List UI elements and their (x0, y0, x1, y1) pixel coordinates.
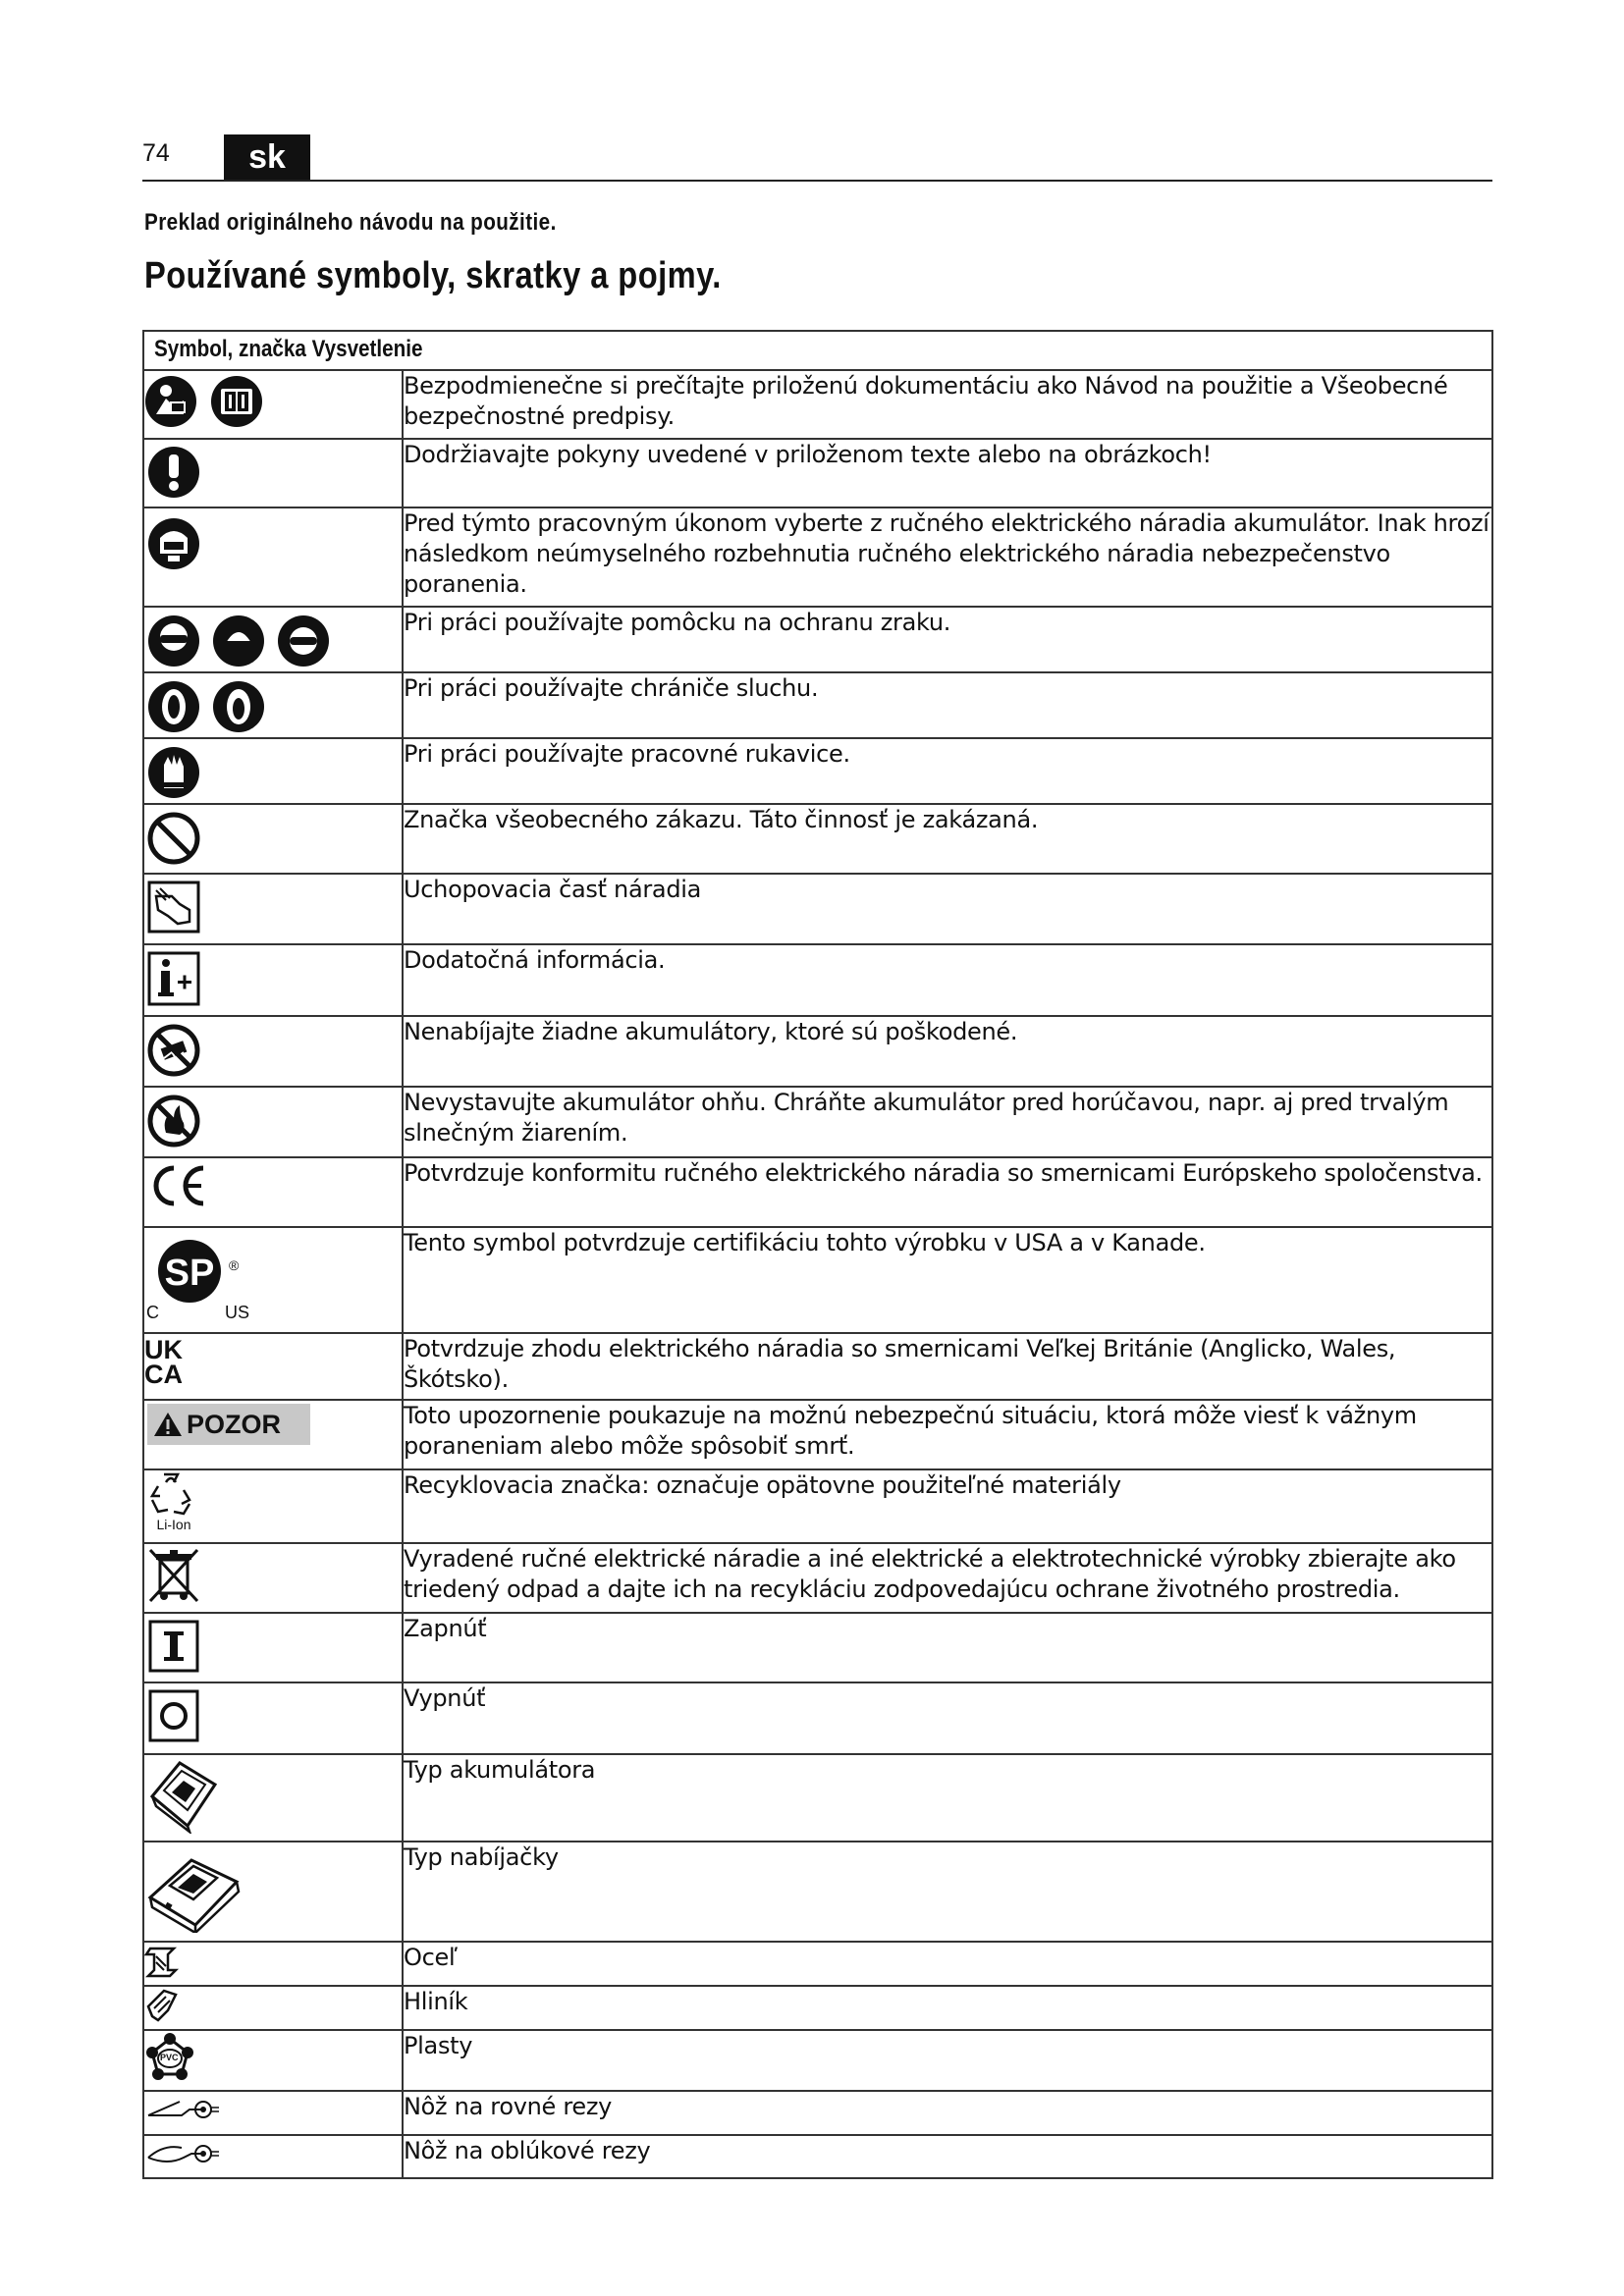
table-row (143, 370, 1492, 439)
table-row (143, 1469, 1492, 1543)
table-row (143, 1157, 1492, 1227)
table-row (143, 607, 1492, 672)
symbol-cell (143, 804, 403, 874)
row-description: Značka všeobecného zákazu. Táto činnosť je zakázaná. (403, 804, 1492, 874)
curved-blade-icon (144, 2136, 223, 2169)
row-description: Typ nabíjačky (403, 1842, 1492, 1942)
page-title: Používané symboly, skratky a pojmy. (144, 255, 722, 296)
table-row (143, 2030, 1492, 2091)
svg-text:SP: SP (164, 1253, 215, 1294)
read-manual-icon (144, 371, 272, 432)
table-header (143, 331, 1492, 370)
table-row (143, 1543, 1492, 1613)
symbol-cell (143, 1543, 403, 1613)
document-subtitle: Preklad originálneho návodu na použitie. (144, 209, 557, 236)
warning-exclamation-icon (144, 440, 203, 501)
csa-mark (144, 1228, 262, 1324)
row-description: Potvrdzuje zhodu elektrického náradia so smernicami Veľkej Británie (Anglicko, Wales, Škótsko). (403, 1333, 1492, 1400)
page-number: 74 (142, 139, 170, 167)
table-row (143, 1986, 1492, 2030)
power-on-icon (144, 1614, 203, 1675)
row-description: Pri práci používajte pomôcku na ochranu zraku. (403, 607, 1492, 672)
header-rule (142, 180, 1492, 182)
row-description: Tento symbol potvrdzuje certifikáciu tohto výrobku v USA a v Kanade. (403, 1227, 1492, 1333)
row-description: Pred týmto pracovným úkonom vyberte z ručného elektrického náradia akumulátor. Inak hrozí následkom neúmyselného rozbehnutia ručného elektrického náradia nebezpečenstvo poranenia. (403, 507, 1492, 607)
row-description: Bezpodmienečne si prečítajte priloženú dokumentáciu ako Návod na použitie a Všeobecné bezpečnostné predpisy. (403, 370, 1492, 439)
symbol-cell (143, 1754, 403, 1842)
table-row (143, 944, 1492, 1016)
table-row (143, 804, 1492, 874)
symbol-cell (143, 874, 403, 944)
column-header-explanation: Vysvetlenie (311, 336, 423, 362)
row-description: Nôž na oblúkové rezy (403, 2135, 1492, 2178)
symbol-cell (143, 1400, 403, 1469)
row-description: Uchopovacia časť náradia (403, 874, 1492, 944)
symbol-cell (143, 1227, 403, 1333)
symbol-cell (143, 1942, 403, 1986)
symbol-cell (143, 1682, 403, 1754)
weee-bin-icon (144, 1544, 203, 1605)
table-row (143, 2135, 1492, 2178)
power-off-icon (144, 1683, 203, 1744)
symbol-cell (143, 1157, 403, 1227)
symbol-cell (143, 738, 403, 804)
pvc-mark (144, 2031, 195, 2082)
symbol-cell (143, 1087, 403, 1157)
row-description: Zapnúť (403, 1613, 1492, 1682)
symbol-cell (143, 1842, 403, 1942)
row-description: Dodržiavajte pokyny uvedené v priloženom texte alebo na obrázkoch! (403, 439, 1492, 507)
table-header-row (143, 331, 1492, 370)
row-description: Recyklovacia značka: označuje opätovne použiteľné materiály (403, 1469, 1492, 1543)
symbol-cell (143, 439, 403, 507)
csa-c-label: C (146, 1303, 159, 1322)
row-description: Hliník (403, 1986, 1492, 2030)
battery-type-icon (144, 1755, 223, 1834)
table-row (143, 1227, 1492, 1333)
csa-registered: ® (229, 1257, 240, 1273)
no-fire-icon (144, 1088, 203, 1148)
row-description: Nenabíjajte žiadne akumulátory, ktoré sú poškodené. (403, 1016, 1492, 1087)
info-plus-icon (144, 945, 203, 1008)
table-row (143, 1613, 1492, 1682)
csa-us-label: US (225, 1303, 250, 1322)
pvc-label: PVC (160, 2053, 179, 2062)
row-description: Plasty (403, 2030, 1492, 2091)
symbol-cell (143, 2030, 403, 2091)
gloves-icon (144, 739, 203, 800)
recycling-mark (144, 1470, 203, 1531)
table-row (143, 439, 1492, 507)
symbol-cell (143, 2135, 403, 2178)
symbol-cell (143, 1016, 403, 1087)
eye-protection-icons (144, 608, 341, 668)
straight-blade-icon (144, 2092, 223, 2125)
table-row (143, 874, 1492, 944)
ukca-line-2: CA (144, 1360, 183, 1389)
ukca-line-1: UK (144, 1335, 183, 1364)
table-row (143, 1016, 1492, 1087)
row-description: Dodatočná informácia. (403, 944, 1492, 1016)
row-description: Pri práci používajte chrániče sluchu. (403, 672, 1492, 738)
ce-mark-icon (144, 1158, 213, 1213)
pozor-label (147, 1404, 310, 1445)
row-description: Nôž na rovné rezy (403, 2091, 1492, 2135)
table-row (143, 672, 1492, 738)
table-row (143, 1754, 1492, 1842)
steel-icon (144, 1943, 184, 1978)
table-row (143, 1333, 1492, 1400)
symbol-cell (143, 2091, 403, 2135)
symbol-cell (143, 672, 403, 738)
ukca-mark-icon (144, 1335, 402, 1389)
table-row (143, 738, 1492, 804)
li-ion-label: Li-Ion (156, 1517, 191, 1532)
table-row (143, 1942, 1492, 1986)
charger-type-icon (144, 1842, 243, 1933)
row-description: Vyradené ručné elektrické náradie a iné elektrické a elektrotechnické výrobky zbierajte ako triedený odpad a dajte ich na recykláciu zodpovedajúcu ochrane životného prostredia. (403, 1543, 1492, 1613)
symbols-table (142, 330, 1493, 2179)
warning-triangle-icon (153, 1411, 183, 1438)
row-description: Vypnúť (403, 1682, 1492, 1754)
row-description: Nevystavujte akumulátor ohňu. Chráňte akumulátor pred horúčavou, napr. aj pred trvalým slnečným žiarením. (403, 1087, 1492, 1157)
symbol-cell (143, 1986, 403, 2030)
table-row (143, 1087, 1492, 1157)
row-description: Oceľ (403, 1942, 1492, 1986)
remove-battery-icon (144, 508, 203, 577)
table-row (143, 1842, 1492, 1942)
prohibition-icon (144, 805, 203, 866)
recycling-icon (144, 1470, 197, 1518)
column-header-symbol: Symbol, značka (154, 336, 306, 362)
symbol-cell (143, 507, 403, 607)
symbol-cell (143, 1469, 403, 1543)
pozor-text: POZOR (187, 1409, 282, 1439)
table-row (143, 1400, 1492, 1469)
table-row (143, 2091, 1492, 2135)
language-badge: sk (224, 134, 310, 180)
symbol-cell (143, 607, 403, 672)
row-description: Toto upozornenie poukazuje na možnú nebezpečnú situáciu, ktorá môže viesť k vážnym poraneniam alebo môže spôsobiť smrť. (403, 1400, 1492, 1469)
row-description: Typ akumulátora (403, 1754, 1492, 1842)
grip-area-icon (144, 875, 203, 935)
symbol-cell (143, 370, 403, 439)
symbol-cell (143, 944, 403, 1016)
table-row (143, 1682, 1492, 1754)
table-row (143, 507, 1492, 607)
row-description: Pri práci používajte pracovné rukavice. (403, 738, 1492, 804)
symbol-cell (143, 1613, 403, 1682)
row-description: Potvrdzuje konformitu ručného elektrického náradia so smernicami Európskeho spoločenstva. (403, 1157, 1492, 1227)
aluminium-icon (144, 1987, 184, 2022)
no-charge-damaged-icon (144, 1017, 203, 1078)
symbol-cell (143, 1333, 403, 1400)
ear-protection-icons (144, 673, 272, 734)
